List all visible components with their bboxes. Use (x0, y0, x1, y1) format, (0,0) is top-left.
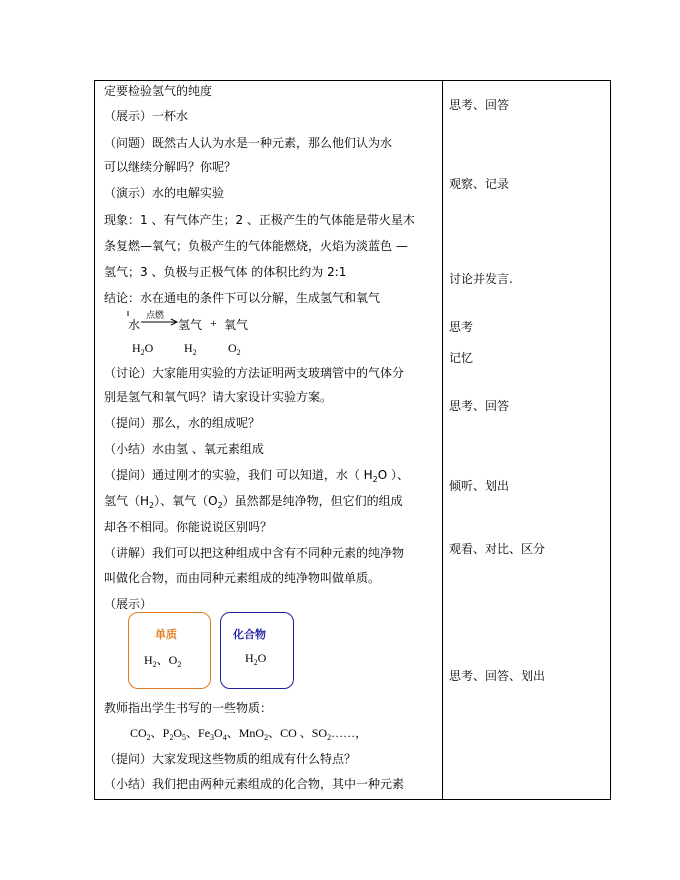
text-line-10: （讨论）大家能用实验的方法证明两支玻璃管中的气体分 (104, 366, 405, 380)
note-1: 思考、回答 (449, 98, 510, 112)
eq-arrow (140, 318, 180, 326)
text-line-7: 条复燃—氧气；负极产生的气体能燃烧，火焰为淡蓝色 — (104, 239, 408, 253)
text-line-15: 氢气$(H_2)$、氧气$(O_2)$虽然都是纯净物，但它们的组成 (104, 494, 403, 510)
text-line-19: （展示） (104, 597, 153, 611)
text-line-6: 现象：1 、有气体产生；2 、正极产生的气体能是带火星木 (104, 213, 415, 227)
text-line-8: 氢气；3 、负极与正极气体 的体积比约为 2:1 (104, 265, 347, 279)
element-box-title: 单质 (155, 628, 177, 641)
eq-water: 水 (128, 318, 141, 332)
text-line-9: 结论：水在通电的条件下可以分解，生成氢气和氧气 (104, 291, 381, 305)
text-line-11: 别是氢气和氧气吗？请大家设计实验方案。 (104, 390, 333, 404)
formula-hydrogen: $H_2$ (184, 341, 197, 357)
text-line-22: （小结）我们把由两种元素组成的化合物，其中一种元素 (104, 777, 405, 791)
text-line-16: 却各不相同。你能说说区别吗？ (104, 520, 273, 534)
text-line-13: （小结）水由氢 、氧元素组成 (104, 442, 264, 456)
text-line-20: 教师指出学生书写的一些物质： (104, 701, 273, 715)
eq-oxygen: 氧气 (224, 318, 249, 332)
text-line-1: 定要检验氢气的纯度 (104, 84, 213, 98)
note-3: 讨论并发言. (449, 272, 513, 286)
text-line-2: （展示）一杯水 (104, 109, 189, 123)
note-6: 思考、回答 (449, 399, 510, 413)
note-7: 倾听、划出 (449, 479, 510, 493)
formula-water: $H_2O$ (132, 341, 154, 357)
eq-hydrogen: 氢气 (178, 318, 203, 332)
note-4: 思考 (449, 320, 474, 334)
element-box-formula: $H_2$、$O_2$ (144, 653, 182, 669)
text-line-5: （演示）水的电解实验 (104, 186, 225, 200)
note-8: 观看、对比、区分 (449, 542, 546, 556)
text-line-17: （讲解）我们可以把这种组成中含有不同种元素的纯净物 (104, 546, 405, 560)
substance-list: $CO_2$、$P_2O_5$、$Fe_3O_4$、MnO$_2$、CO 、$SO_2\dots\dots$， (130, 726, 368, 742)
text-line-3: （问题）既然古人认为水是一种元素，那么他们认为水 (104, 136, 393, 150)
text-line-12: （提问）那么，水的组成呢？ (104, 416, 261, 430)
compound-box-title: 化合物 (233, 628, 266, 641)
note-2: 观察、记录 (449, 177, 510, 191)
compound-box-formula: $H_2O$ (245, 651, 267, 667)
column-divider (442, 80, 443, 800)
note-5: 记忆 (449, 351, 474, 365)
eq-mark (126, 311, 130, 317)
eq-plus: + (210, 316, 217, 330)
text-line-21: （提问）大家发现这些物质的组成有什么特点？ (104, 752, 357, 766)
text-line-18: 叫做化合物，而由同种元素组成的纯净物叫做单质。 (104, 571, 381, 585)
text-line-4: 可以继续分解吗？你呢？ (104, 160, 237, 174)
eq-condition: 点燃 (146, 311, 165, 321)
formula-oxygen: $O_2$ (228, 341, 241, 357)
text-line-14: （提问）通过刚才的实验，我们 可以知道，水（ $H_2O$ ）、 (104, 468, 410, 484)
note-9: 思考、回答、划出 (449, 669, 546, 683)
